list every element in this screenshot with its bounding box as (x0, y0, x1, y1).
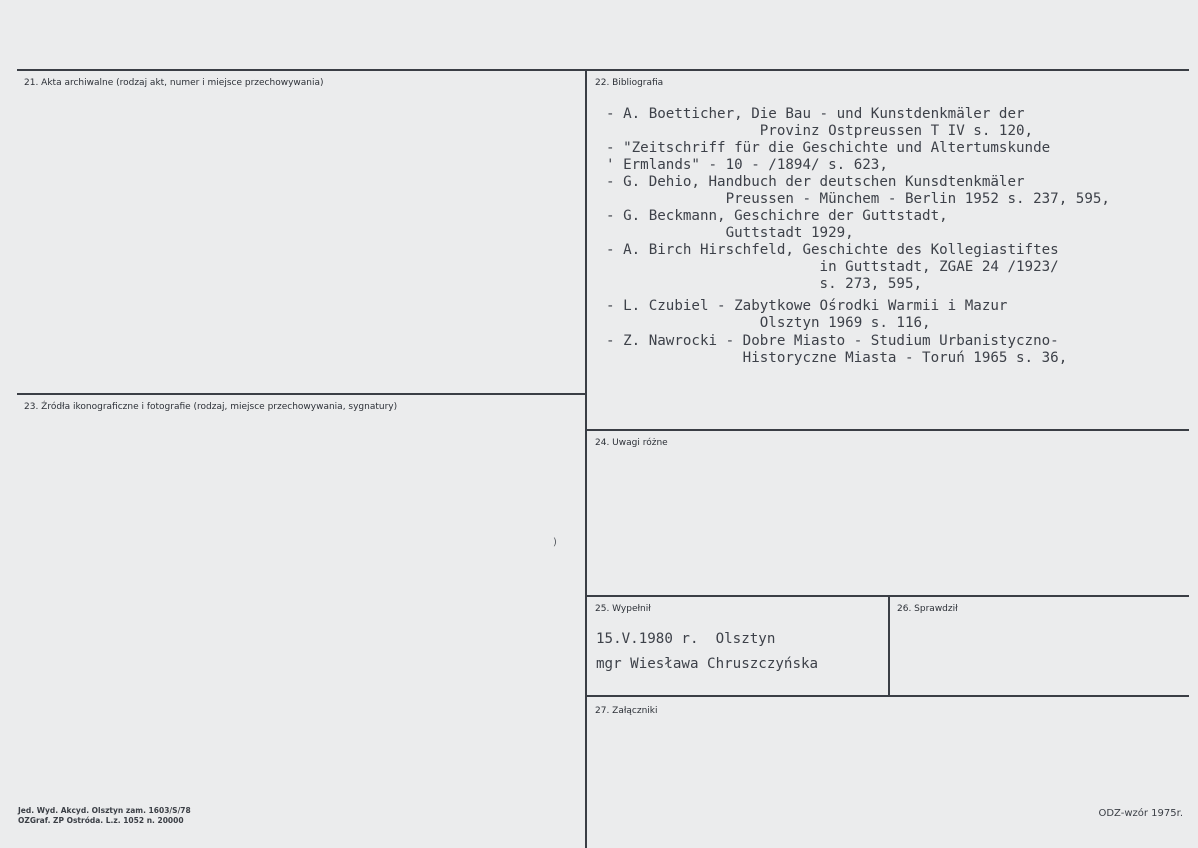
printer-imprint (18, 806, 191, 826)
section-26-label: 26. Sprawdził (897, 604, 958, 614)
rule-21-23 (17, 393, 587, 395)
bibliography-line: Historyczne Miasta - Toruń 1965 s. 36, (606, 350, 1068, 366)
bibliography-line: - Z. Nawrocki - Dobre Miasto - Studium Urbanistyczno- (606, 333, 1059, 349)
bibliography-line: Olsztyn 1969 s. 116, (606, 315, 931, 331)
printer-imprint-line2: OZGraf. ZP Ostróda. L.z. 1052 n. 20000 (18, 816, 184, 825)
section-23-label: 23. Źródła ikonograficzne i fotografie (rodzaj, miejsce przechowywania, sygnatury) (24, 402, 398, 412)
section-22-label: 22. Bibliografia (595, 78, 664, 88)
bibliography-line: - L. Czubiel - Zabytkowe Ośrodki Warmii i Mazur (606, 298, 1008, 314)
bibliography-line: Guttstadt 1929, (606, 225, 854, 241)
center-divider (585, 69, 587, 848)
bibliography-line: - A. Birch Hirschfeld, Geschichte des Kollegiastiftes (606, 242, 1059, 258)
form-template-id: ODZ-wzór 1975r. (1098, 808, 1183, 819)
bibliography-line: - "Zeitschriff für die Geschichte und Altertumskunde (606, 140, 1051, 156)
top-rule (17, 69, 1189, 71)
section-21-label: 21. Akta archiwalne (rodzaj akt, numer i miejsce przechowywania) (24, 78, 324, 88)
filled-by-date-place: 15.V.1980 r. Olsztyn (596, 631, 776, 647)
bibliography-line: in Guttstadt, ZGAE 24 /1923/ (606, 259, 1059, 275)
section-27-label: 27. Załączniki (595, 706, 658, 716)
divider-25-26 (888, 595, 890, 696)
bibliography-line: Provinz Ostpreussen T IV s. 120, (606, 123, 1034, 139)
margin-mark: ) (553, 537, 557, 548)
printer-imprint-line1: Jed. Wyd. Akcyd. Olsztyn zam. 1603/S/78 (18, 806, 191, 815)
rule-22-24 (587, 429, 1189, 431)
bibliography-line: - G. Beckmann, Geschichre der Guttstadt, (606, 208, 948, 224)
filled-by-name: mgr Wiesława Chruszczyńska (596, 656, 819, 672)
rule-25-27 (587, 695, 1189, 697)
bibliography-line: - A. Boetticher, Die Bau - und Kunstdenkmäler der (606, 106, 1025, 122)
section-24-label: 24. Uwagi różne (595, 438, 668, 448)
bibliography-line: Preussen - Münchem - Berlin 1952 s. 237, 595, (606, 191, 1110, 207)
section-25-label: 25. Wypełnił (595, 604, 651, 614)
bibliography-line: - G. Dehio, Handbuch der deutschen Kunsdtenkmäler (606, 174, 1025, 190)
bibliography-line: s. 273, 595, (606, 276, 923, 292)
bibliography-line: ' Ermlands" - 10 - /1894/ s. 623, (606, 157, 888, 173)
